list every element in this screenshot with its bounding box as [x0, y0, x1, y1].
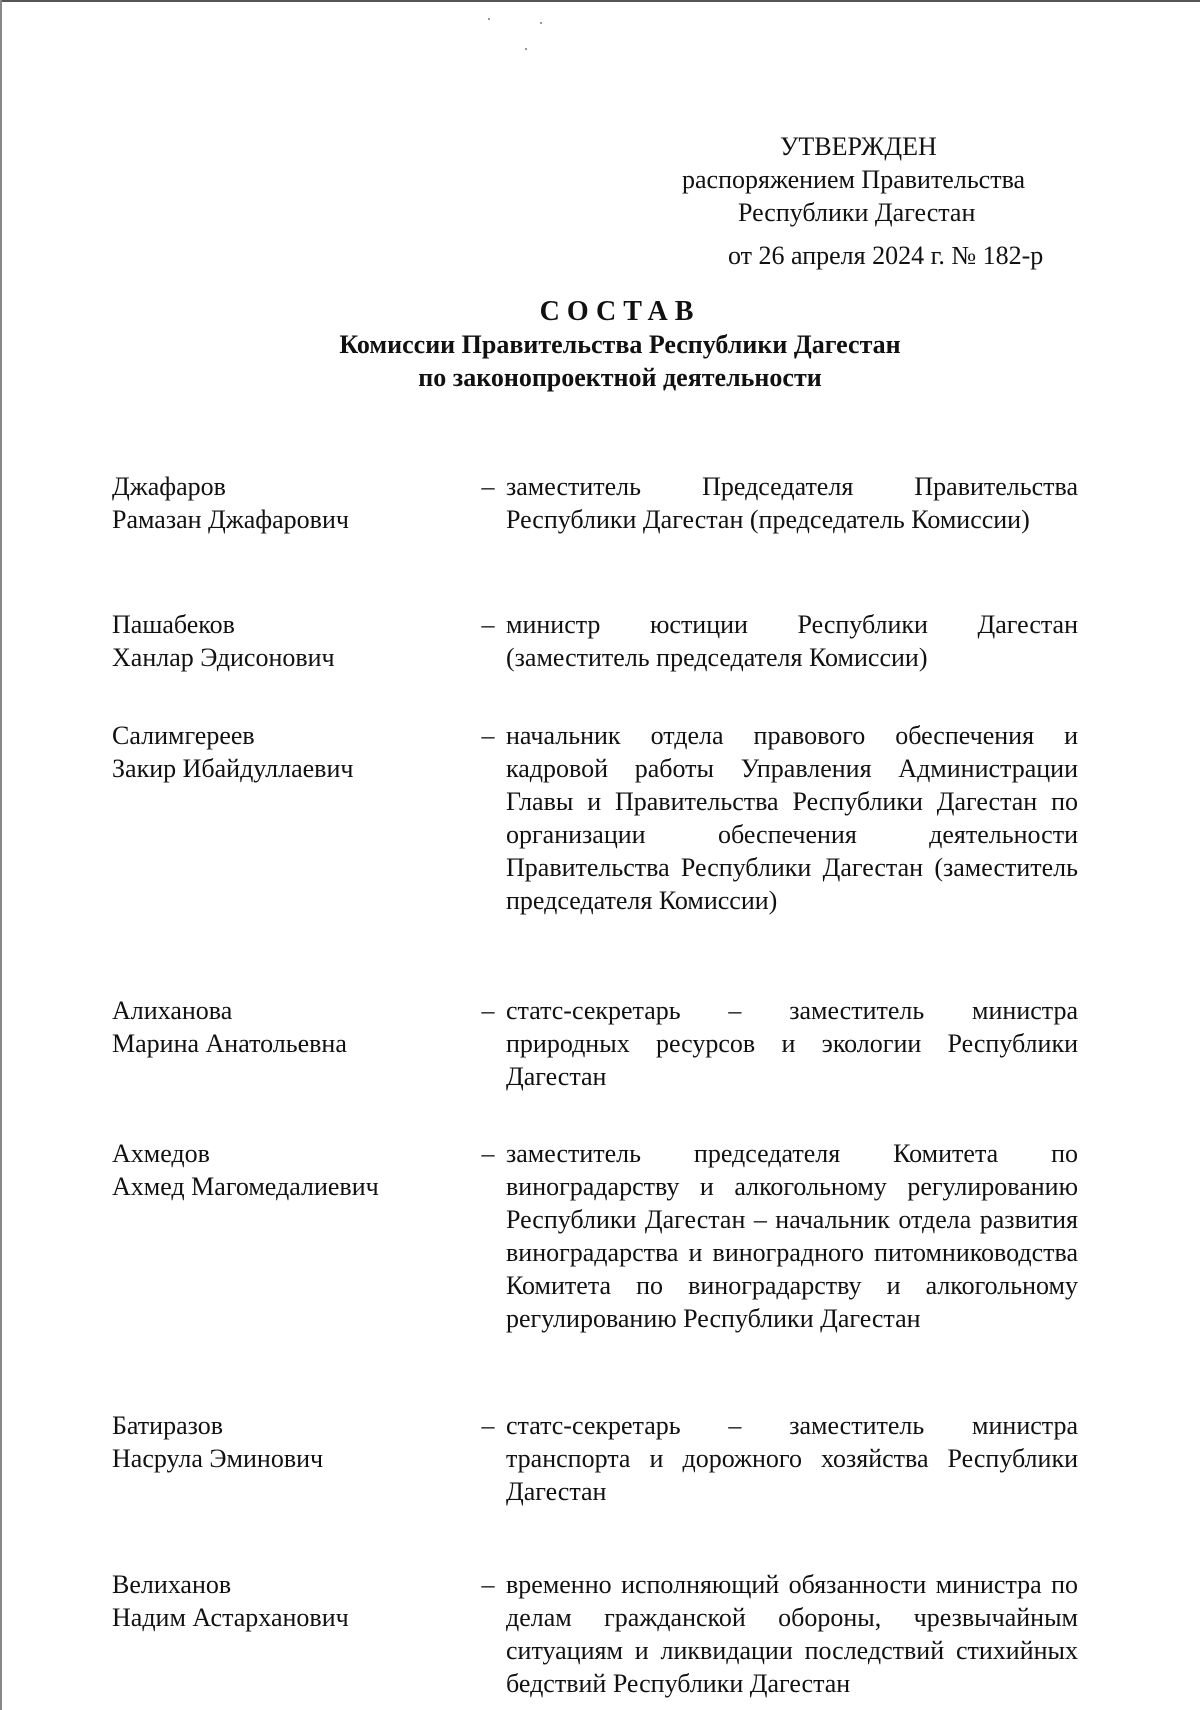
- member-given-name: Надим Астарханович: [112, 1603, 349, 1632]
- member-role: министр юстиции Республики Дагестан (заместитель председателя Комиссии): [506, 610, 1078, 672]
- member-given-name: Марина Анатольевна: [112, 1029, 347, 1058]
- document-heading: [0, 295, 1200, 394]
- member-dash: –: [481, 1139, 495, 1168]
- approval-org-line2: Республики Дагестан: [738, 198, 976, 227]
- scan-speck: [540, 22, 542, 24]
- member-dash: –: [481, 1570, 495, 1599]
- heading-main: СОСТАВ: [539, 296, 701, 327]
- member-given-name: Насрула Эминович: [112, 1444, 324, 1473]
- member-surname: Велиханов: [112, 1570, 232, 1599]
- member-dash: –: [481, 721, 495, 750]
- member-name: [112, 470, 467, 536]
- member-name: [112, 719, 467, 785]
- member-name: [112, 994, 467, 1060]
- member-given-name: Закир Ибайдуллаевич: [112, 754, 354, 783]
- scan-edge-top: [0, 0, 1200, 2]
- member-row: [112, 1137, 1078, 1335]
- member-dash: –: [481, 1411, 495, 1440]
- member-surname: Батиразов: [112, 1411, 224, 1440]
- scan-speck: [525, 48, 527, 50]
- member-surname: Джафаров: [112, 472, 226, 501]
- member-name: [112, 1409, 467, 1475]
- heading-line2: по законопроектной деятельности: [418, 363, 822, 392]
- member-surname: Ахмедов: [112, 1139, 210, 1168]
- member-dash: –: [481, 472, 495, 501]
- member-name: [112, 1568, 467, 1634]
- member-given-name: Ханлар Эдисонович: [112, 643, 335, 672]
- approval-title: УТВЕРЖДЕН: [780, 132, 937, 161]
- member-row: [112, 1409, 1078, 1508]
- member-surname: Пашабеков: [112, 610, 235, 639]
- member-role: заместитель председателя Комитета по виноградарству и алкогольному регулированию Республики Дагестан – начальник отдела развития виноградарства и виноградного питомниководства Комитета по виноградарству и алкогольному регулированию Республики Дагестан: [506, 1139, 1078, 1333]
- member-dash: –: [481, 610, 495, 639]
- member-role: статс-секретарь – заместитель министра природных ресурсов и экологии Республики Дагестан: [506, 996, 1078, 1091]
- member-given-name: Рамазан Джафарович: [112, 505, 349, 534]
- heading-line1: Комиссии Правительства Республики Дагестан: [339, 330, 901, 359]
- member-row: [112, 719, 1078, 917]
- member-role: статс-секретарь – заместитель министра транспорта и дорожного хозяйства Республики Дагестан: [506, 1411, 1078, 1506]
- member-name: [112, 608, 467, 674]
- member-row: [112, 608, 1078, 674]
- member-row: [112, 1568, 1078, 1700]
- approval-stamp-block: [660, 130, 1080, 272]
- member-row: [112, 470, 1078, 536]
- approval-org-line1: распоряжением Правительства: [682, 165, 1026, 194]
- members-list: [112, 470, 1078, 1700]
- scan-edge-left: [0, 0, 2, 1710]
- scan-speck: [488, 18, 490, 20]
- member-role: начальник отдела правового обеспечения и кадровой работы Управления Администрации Главы и Правительства Республики Дагестан по организации обеспечения деятельности Правительства Республики Дагестан (заместитель председателя Комиссии): [506, 721, 1078, 915]
- member-surname: Алиханова: [112, 996, 233, 1025]
- member-given-name: Ахмед Магомедалиевич: [112, 1172, 379, 1201]
- member-dash: –: [481, 996, 495, 1025]
- member-role: заместитель Председателя Правительства Республики Дагестан (председатель Комиссии): [506, 472, 1078, 534]
- member-role: временно исполняющий обязанности министра по делам гражданской обороны, чрезвычайным ситуациям и ликвидации последствий стихийных бедствий Республики Дагестан: [506, 1570, 1078, 1698]
- member-surname: Салимгереев: [112, 721, 255, 750]
- approval-date: от 26 апреля 2024 г. № 182-р: [728, 241, 1044, 270]
- member-name: [112, 1137, 467, 1203]
- member-row: [112, 994, 1078, 1093]
